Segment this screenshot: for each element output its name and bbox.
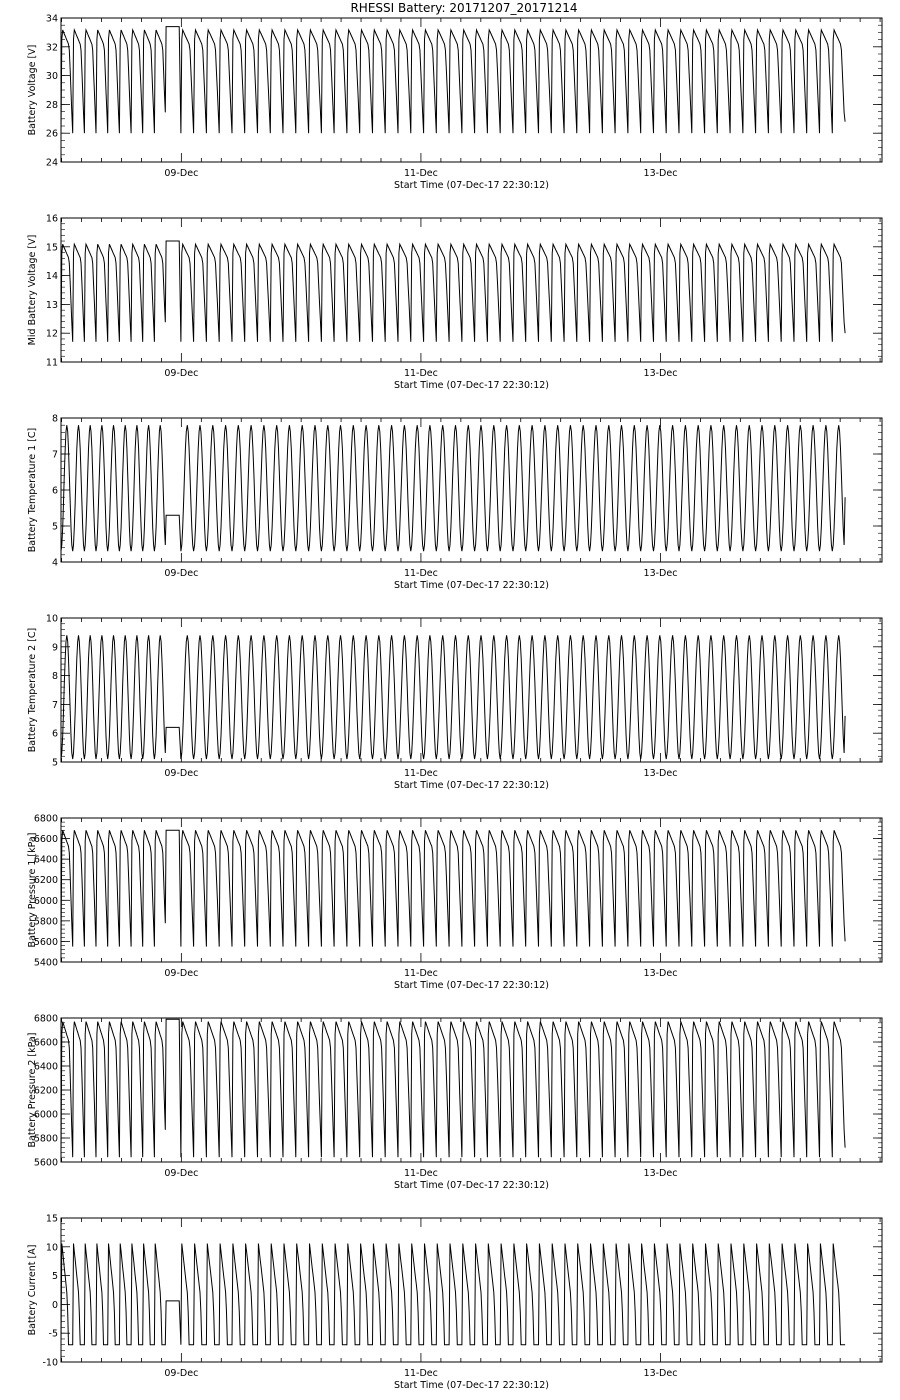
x-tick-label: 13-Dec: [643, 168, 678, 179]
y-tick-label: 32: [45, 42, 58, 54]
x-tick-label: 09-Dec: [164, 1368, 199, 1379]
panel-4: [27, 614, 882, 792]
x-tick-label: 11-Dec: [403, 768, 438, 779]
y-tick-label: 6600: [33, 834, 58, 846]
y-tick-label: 34: [45, 13, 58, 25]
y-tick-label: 15: [45, 1213, 58, 1225]
plot-frame: [61, 1018, 882, 1162]
y-tick-label: 15: [45, 242, 58, 254]
y-tick-label: 6400: [33, 1061, 58, 1073]
y-tick-label: 5800: [33, 916, 58, 928]
y-tick-label: 4: [51, 557, 58, 569]
y-tick-label: 9: [51, 642, 58, 654]
y-tick-label: 10: [45, 613, 58, 625]
y-tick-label: 6200: [33, 1085, 58, 1097]
y-tick-label: 16: [45, 213, 58, 225]
series-line: [61, 1244, 845, 1345]
y-tick-label: 5: [51, 1271, 58, 1283]
plot-frame: [61, 818, 882, 962]
y-tick-label: 14: [45, 271, 58, 283]
y-tick-label: -10: [42, 1357, 58, 1369]
panel-1: [27, 14, 882, 192]
y-tick-label: 8: [51, 413, 58, 425]
y-tick-label: -5: [48, 1328, 58, 1340]
y-tick-label: 6: [51, 728, 58, 740]
panel-5: [27, 814, 882, 992]
x-tick-label: 13-Dec: [643, 768, 678, 779]
y-tick-label: 6600: [33, 1037, 58, 1049]
y-tick-label: 6400: [33, 854, 58, 866]
x-tick-label: 13-Dec: [643, 568, 678, 579]
series-line: [61, 830, 845, 946]
y-axis-label: Battery Voltage [V]: [27, 44, 38, 136]
y-tick-label: 7: [51, 449, 58, 461]
panels: [27, 14, 882, 1392]
plot-frame: [61, 18, 882, 162]
y-tick-label: 28: [45, 99, 58, 111]
y-axis-label: Battery Temperature 1 [C]: [27, 427, 38, 553]
y-tick-label: 6: [51, 485, 58, 497]
y-tick-label: 5600: [33, 1157, 58, 1169]
y-tick-label: 5600: [33, 936, 58, 948]
y-tick-label: 6000: [33, 1109, 58, 1121]
x-tick-label: 11-Dec: [403, 1368, 438, 1379]
y-axis-label: Battery Current [A]: [27, 1244, 38, 1336]
x-axis-label: Start Time (07-Dec-17 22:30:12): [393, 1380, 550, 1391]
series-line: [61, 425, 845, 551]
x-tick-label: 11-Dec: [403, 568, 438, 579]
panel-7: [27, 1214, 882, 1392]
plot-frame: [61, 218, 882, 362]
x-tick-label: 09-Dec: [164, 168, 199, 179]
x-tick-label: 11-Dec: [403, 168, 438, 179]
y-axis-label: Mid Battery Voltage [V]: [27, 234, 38, 346]
y-tick-label: 11: [45, 357, 58, 369]
y-tick-label: 5: [51, 521, 58, 533]
y-tick-label: 30: [45, 71, 58, 83]
x-tick-label: 13-Dec: [643, 1168, 678, 1179]
x-axis-label: Start Time (07-Dec-17 22:30:12): [393, 380, 550, 391]
x-tick-label: 09-Dec: [164, 968, 199, 979]
y-tick-label: 26: [45, 128, 58, 140]
y-axis-label: Battery Temperature 2 [C]: [27, 627, 38, 753]
y-tick-label: 5800: [33, 1133, 58, 1145]
x-axis-label: Start Time (07-Dec-17 22:30:12): [393, 580, 550, 591]
y-tick-label: 10: [45, 1242, 58, 1254]
x-tick-label: 09-Dec: [164, 368, 199, 379]
x-axis-label: Start Time (07-Dec-17 22:30:12): [393, 1180, 550, 1191]
figure-title: RHESSI Battery: 20171207_20171214: [350, 1, 578, 15]
x-axis-label: Start Time (07-Dec-17 22:30:12): [393, 180, 550, 191]
y-tick-label: 6800: [33, 1013, 58, 1025]
y-tick-label: 24: [45, 157, 58, 169]
series-line: [61, 635, 845, 759]
panel-2: [27, 214, 882, 392]
x-tick-label: 11-Dec: [403, 968, 438, 979]
y-tick-label: 6800: [33, 813, 58, 825]
x-tick-label: 11-Dec: [403, 368, 438, 379]
series-line: [61, 27, 845, 134]
panel-3: [27, 414, 882, 592]
x-tick-label: 09-Dec: [164, 568, 199, 579]
y-tick-label: 5: [51, 757, 58, 769]
y-tick-label: 8: [51, 671, 58, 683]
x-tick-label: 13-Dec: [643, 368, 678, 379]
x-axis-label: Start Time (07-Dec-17 22:30:12): [393, 980, 550, 991]
x-tick-label: 13-Dec: [643, 1368, 678, 1379]
y-tick-label: 12: [45, 328, 58, 340]
y-tick-label: 6200: [33, 875, 58, 887]
plot-frame: [61, 1218, 882, 1362]
panel-6: [27, 1014, 882, 1192]
x-axis-label: Start Time (07-Dec-17 22:30:12): [393, 780, 550, 791]
y-axis-label: Battery Pressure 2 [kPa]: [27, 1032, 38, 1148]
x-tick-label: 09-Dec: [164, 768, 199, 779]
y-axis-label: Battery Pressure 1 [kPa]: [27, 832, 38, 948]
y-tick-label: 5400: [33, 957, 58, 969]
series-line: [61, 1019, 845, 1157]
y-tick-label: 13: [45, 299, 58, 311]
y-tick-label: 0: [51, 1299, 58, 1311]
x-tick-label: 09-Dec: [164, 1168, 199, 1179]
series-line: [61, 241, 845, 342]
y-tick-label: 6000: [33, 895, 58, 907]
y-tick-label: 7: [51, 699, 58, 711]
x-tick-label: 11-Dec: [403, 1168, 438, 1179]
x-tick-label: 13-Dec: [643, 968, 678, 979]
